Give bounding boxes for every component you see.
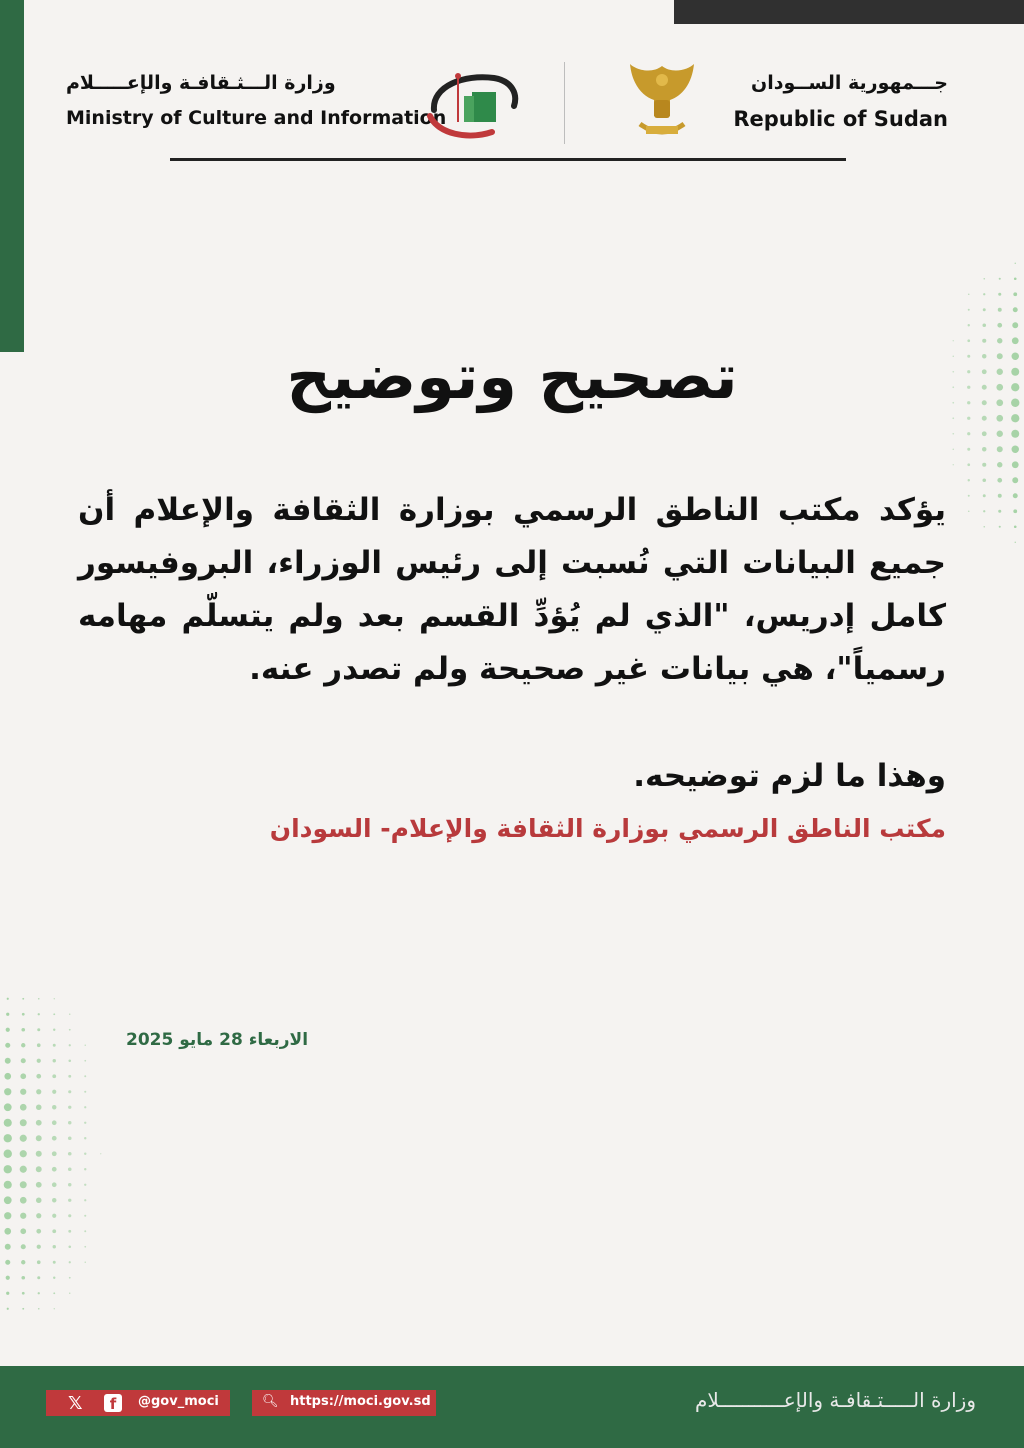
social-handle[interactable]: @gov_moci [138, 1394, 219, 1409]
ministry-name-english: Ministry of Culture and Information [66, 107, 447, 129]
header-rule [170, 158, 846, 161]
republic-name-arabic: جـــمهورية الســودان [751, 72, 948, 94]
footer-bar [0, 1366, 1024, 1448]
website-link[interactable] [252, 1390, 436, 1416]
x-icon[interactable]: 𝕏 [68, 1393, 83, 1414]
website-url[interactable]: https://moci.gov.sd [290, 1394, 431, 1409]
signature-line: مكتب الناطق الرسمي بوزارة الثقافة والإعلام- السودان [269, 814, 946, 843]
statement-body: يؤكد مكتب الناطق الرسمي بوزارة الثقافة والإعلام أن جميع البيانات التي نُسبت إلى رئيس الوزراء، البروفيسور كامل إدريس، "الذي لم يُؤدِّ القسم بعد ولم يتسلّم مهامه رسمياً"، هي بيانات غير صحيحة ولم تصدر عنه. [78, 492, 946, 687]
republic-name-english: Republic of Sudan [733, 107, 948, 131]
social-links[interactable] [46, 1390, 230, 1416]
footer-ministry-name: وزارة الـــــتـقافـة والإعـــــــــــلام [694, 1388, 976, 1412]
search-icon: 🔍︎ [262, 1394, 279, 1409]
statement-date: الاربعاء 28 مايو 2025 [126, 1030, 309, 1050]
header-divider [564, 62, 565, 144]
moci-logo-icon [424, 66, 520, 142]
facebook-icon[interactable]: f [104, 1394, 122, 1412]
statement-closing: وهذا ما لزم توضيحه. [633, 758, 946, 794]
page-title: تصحيح وتوضيح [286, 340, 738, 413]
decorative-dots-left [0, 960, 120, 1340]
letterhead [0, 0, 1024, 170]
sudan-emblem-icon [624, 60, 700, 142]
ministry-name-arabic: وزارة الـــثـقافـة والإعـــــلام [66, 72, 336, 94]
